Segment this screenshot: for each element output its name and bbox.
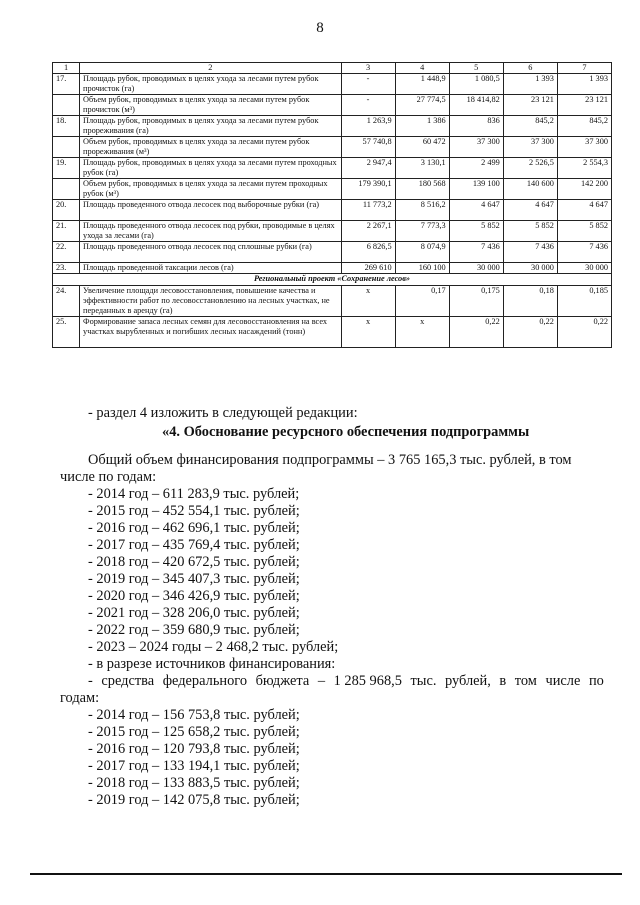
row-value: 23 121 xyxy=(557,95,611,116)
row-value: - xyxy=(341,95,395,116)
total-line-a: Общий объем финансирования подпрограммы – 3 765 165,3 тыс. рублей, в том xyxy=(88,452,572,468)
row-value: - xyxy=(341,74,395,95)
row-name: Площадь проведенного отвода лесосек под выборочные рубки (га) xyxy=(80,200,341,221)
federal-line-b: годам: xyxy=(60,690,100,706)
row-value: 7 436 xyxy=(557,242,611,263)
federal-word: числе xyxy=(545,673,581,689)
row-number: 21. xyxy=(53,221,80,242)
federal-word: бюджета xyxy=(255,673,310,689)
row-value: 0,17 xyxy=(395,286,449,317)
row-value: 5 852 xyxy=(557,221,611,242)
row-value: 0,185 xyxy=(557,286,611,317)
row-value: 0,22 xyxy=(449,317,503,348)
by-source-line: - в разрезе источников финансирования: xyxy=(88,656,336,672)
row-value: 4 647 xyxy=(449,200,503,221)
row-value: 142 200 xyxy=(557,179,611,200)
row-number: 20. xyxy=(53,200,80,221)
row-name: Площадь рубок, проводимых в целях ухода за лесами путем проходных рубок (га) xyxy=(80,158,341,179)
row-value: 60 472 xyxy=(395,137,449,158)
row-value: 180 568 xyxy=(395,179,449,200)
row-value: 4 647 xyxy=(557,200,611,221)
row-value: 0,22 xyxy=(557,317,611,348)
table-row xyxy=(53,242,612,263)
row-value: 1 263,9 xyxy=(341,116,395,137)
years-list xyxy=(0,486,640,656)
year-line: - 2015 год – 452 554,1 тыс. рублей; xyxy=(88,503,300,519)
row-value: 30 000 xyxy=(449,263,503,274)
federal-line-a xyxy=(0,673,640,690)
federal-year-line: - 2018 год – 133 883,5 тыс. рублей; xyxy=(88,775,300,791)
federal-word: – xyxy=(317,673,326,689)
row-number xyxy=(53,95,80,116)
row-value: 139 100 xyxy=(449,179,503,200)
row-value: 836 xyxy=(449,116,503,137)
year-line: - 2016 год – 462 696,1 тыс. рублей; xyxy=(88,520,300,536)
table-row xyxy=(53,317,612,348)
row-value: 1 393 xyxy=(557,74,611,95)
row-name: Формирование запаса лесных семян для лесовосстановления на всех участках вырубленных и погибших лесных насаждений (тонн) xyxy=(80,317,341,348)
row-value: 845,2 xyxy=(557,116,611,137)
table-row xyxy=(53,74,612,95)
bottom-rule xyxy=(30,873,622,875)
row-value: 845,2 xyxy=(503,116,557,137)
row-number: 17. xyxy=(53,74,80,95)
federal-word: средства xyxy=(101,673,155,689)
row-value: 5 852 xyxy=(503,221,557,242)
row-value: 27 774,5 xyxy=(395,95,449,116)
row-value: 8 516,2 xyxy=(395,200,449,221)
row-value: 1 448,9 xyxy=(395,74,449,95)
table-row xyxy=(53,137,612,158)
row-value: 37 300 xyxy=(449,137,503,158)
table-header-cell: 5 xyxy=(449,63,503,74)
table-row xyxy=(53,286,612,317)
federal-year-line: - 2014 год – 156 753,8 тыс. рублей; xyxy=(88,707,300,723)
row-value: 30 000 xyxy=(557,263,611,274)
row-name: Площадь проведенного отвода лесосек под рубки, проводимые в целях ухода за лесами (га) xyxy=(80,221,341,242)
row-name: Площадь проведенной таксации лесов (га) xyxy=(80,263,341,274)
section-heading: «4. Обоснование ресурсного обеспечения подпрограммы xyxy=(162,424,530,440)
row-value: 3 130,1 xyxy=(395,158,449,179)
row-value: 2 947,4 xyxy=(341,158,395,179)
year-line: - 2020 год – 346 426,9 тыс. рублей; xyxy=(88,588,300,604)
table-row xyxy=(53,158,612,179)
table-row xyxy=(53,200,612,221)
row-value: 6 826,5 xyxy=(341,242,395,263)
row-value: 0,22 xyxy=(503,317,557,348)
row-value: 179 390,1 xyxy=(341,179,395,200)
federal-word: рублей, xyxy=(445,673,491,689)
year-line: - 2022 год – 359 680,9 тыс. рублей; xyxy=(88,622,300,638)
row-value: 2 554,3 xyxy=(557,158,611,179)
row-value: x xyxy=(341,286,395,317)
row-value: 57 740,8 xyxy=(341,137,395,158)
federal-year-line: - 2016 год – 120 793,8 тыс. рублей; xyxy=(88,741,300,757)
federal-word: 1 285 968,5 xyxy=(333,673,402,689)
row-number: 18. xyxy=(53,116,80,137)
row-value: 2 499 xyxy=(449,158,503,179)
row-value: x xyxy=(341,317,395,348)
row-value: 30 000 xyxy=(503,263,557,274)
row-name: Объем рубок, проводимых в целях ухода за лесами путем проходных рубок (м³) xyxy=(80,179,341,200)
row-value: 1 386 xyxy=(395,116,449,137)
indicators-table xyxy=(52,62,612,348)
row-value: 2 267,1 xyxy=(341,221,395,242)
row-value: 23 121 xyxy=(503,95,557,116)
row-value: 0,18 xyxy=(503,286,557,317)
table-row xyxy=(53,221,612,242)
year-line: - 2023 – 2024 годы – 2 468,2 тыс. рублей; xyxy=(88,639,339,655)
federal-word: в xyxy=(499,673,507,689)
row-value: 8 074,9 xyxy=(395,242,449,263)
section-title: Региональный проект «Сохранение лесов» xyxy=(53,274,612,286)
row-value: 18 414,82 xyxy=(449,95,503,116)
federal-year-line: - 2019 год – 142 075,8 тыс. рублей; xyxy=(88,792,300,808)
row-value: 7 773,3 xyxy=(395,221,449,242)
row-value: 37 300 xyxy=(503,137,557,158)
year-line: - 2017 год – 435 769,4 тыс. рублей; xyxy=(88,537,300,553)
row-name: Объем рубок, проводимых в целях ухода за лесами путем рубок прореживания (м³) xyxy=(80,137,341,158)
row-number: 23. xyxy=(53,263,80,274)
year-line: - 2019 год – 345 407,3 тыс. рублей; xyxy=(88,571,300,587)
row-value: 140 600 xyxy=(503,179,557,200)
row-name: Объем рубок, проводимых в целях ухода за лесами путем рубок прочисток (м³) xyxy=(80,95,341,116)
year-line: - 2018 год – 420 672,5 тыс. рублей; xyxy=(88,554,300,570)
table-row xyxy=(53,95,612,116)
table-header-cell: 3 xyxy=(341,63,395,74)
federal-word: тыс. xyxy=(410,673,437,689)
row-value: 7 436 xyxy=(449,242,503,263)
row-value: 269 610 xyxy=(341,263,395,274)
row-value: 2 526,5 xyxy=(503,158,557,179)
table-row xyxy=(53,179,612,200)
row-name: Площадь проведенного отвода лесосек под сплошные рубки (га) xyxy=(80,242,341,263)
federal-word: федерального xyxy=(162,673,248,689)
table-header-cell: 1 xyxy=(53,63,80,74)
table-header-cell: 2 xyxy=(80,63,341,74)
table-header-row xyxy=(53,63,612,74)
year-line: - 2014 год – 611 283,9 тыс. рублей; xyxy=(88,486,300,502)
row-number xyxy=(53,137,80,158)
total-line-b: числе по годам: xyxy=(60,469,157,485)
table-header-cell: 6 xyxy=(503,63,557,74)
row-number: 25. xyxy=(53,317,80,348)
year-line: - 2021 год – 328 206,0 тыс. рублей; xyxy=(88,605,300,621)
federal-word: по xyxy=(588,673,604,689)
federal-year-line: - 2015 год – 125 658,2 тыс. рублей; xyxy=(88,724,300,740)
row-name: Увеличение площади лесовосстановления, повышение качества и эффективности работ по лесовосстановлению на лесных участках, не переданных в аренду (га) xyxy=(80,286,341,317)
row-value: 11 773,2 xyxy=(341,200,395,221)
row-value: 5 852 xyxy=(449,221,503,242)
row-number xyxy=(53,179,80,200)
row-number: 19. xyxy=(53,158,80,179)
federal-word: - xyxy=(88,673,93,689)
row-value: x xyxy=(395,317,449,348)
federal-year-line: - 2017 год – 133 194,1 тыс. рублей; xyxy=(88,758,300,774)
row-value: 4 647 xyxy=(503,200,557,221)
page-number: 8 xyxy=(316,20,324,36)
row-value: 1 080,5 xyxy=(449,74,503,95)
row-number: 22. xyxy=(53,242,80,263)
section-row xyxy=(53,274,612,286)
table-row xyxy=(53,263,612,274)
row-number: 24. xyxy=(53,286,80,317)
row-value: 37 300 xyxy=(557,137,611,158)
federal-years-list xyxy=(0,707,640,809)
federal-word: том xyxy=(514,673,537,689)
intro-line: - раздел 4 изложить в следующей редакции: xyxy=(88,405,358,421)
table-header-cell: 4 xyxy=(395,63,449,74)
table-row xyxy=(53,116,612,137)
row-value: 7 436 xyxy=(503,242,557,263)
document-text xyxy=(0,405,640,809)
row-name: Площадь рубок, проводимых в целях ухода за лесами путем рубок прореживания (га) xyxy=(80,116,341,137)
table-header-cell: 7 xyxy=(557,63,611,74)
row-value: 0,175 xyxy=(449,286,503,317)
row-value: 1 393 xyxy=(503,74,557,95)
row-value: 160 100 xyxy=(395,263,449,274)
row-name: Площадь рубок, проводимых в целях ухода за лесами путем рубок прочисток (га) xyxy=(80,74,341,95)
